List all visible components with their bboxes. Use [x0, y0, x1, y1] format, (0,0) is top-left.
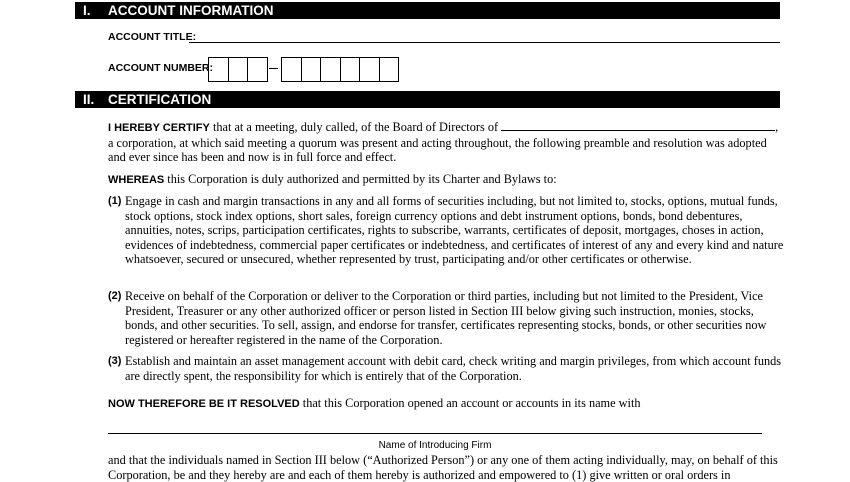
list-item	[108, 194, 784, 267]
account-number-digit-box[interactable]	[228, 57, 249, 82]
resolved-paragraph	[108, 396, 784, 412]
account-number-digit-box[interactable]	[340, 57, 361, 82]
whereas-text: this Corporation is duly authorized and permitted by its Charter and Bylaws to:	[164, 172, 557, 186]
account-number-separator	[269, 68, 278, 69]
account-number-digit-box[interactable]	[301, 57, 322, 82]
section-header-certification	[75, 91, 780, 108]
account-number-digit-box[interactable]	[247, 57, 268, 82]
board-of-directors-field[interactable]	[501, 119, 775, 131]
list-item	[108, 354, 784, 383]
list-item-text: Receive on behalf of the Corporation or deliver to the Corporation or third parties, including but not limited to the President, Vice President, Treasurer or any other authorized officer or person listed in Section III below giving such instruction, monies, stocks, bonds, and other securities. To sell, assign, and endorse for transfer, certificates representing stocks, bonds, or other securities now registered or hereafter registered in the name of the Corporation.	[125, 289, 767, 347]
account-title-field[interactable]	[189, 42, 780, 43]
account-number-digit-box[interactable]	[379, 57, 400, 82]
resolved-text: that this Corporation opened an account or accounts in its name with	[299, 396, 641, 410]
list-item-text: Engage in cash and margin transactions in any and all forms of securities including, but not limited to, stocks, options, mutual funds, stock options, stock index options, short sales, foreign currency options and debt instrument options, bonds, bond debentures, annuities, notes, scrips, participation certificates, rights to subscribe, warrants, certificates of deposit, mortgages, choses in action, evidences of indebtedness, commercial paper certificates or indebtedness, and certificates of interest of any and every kind and nature whatsoever, secured or unsecured, whether represented by trust, participating and/or other certificates or otherwise.	[125, 194, 784, 266]
whereas-lead: WHEREAS	[108, 174, 165, 186]
section-title: CERTIFICATION	[108, 92, 212, 107]
section-number: II.	[83, 92, 95, 107]
account-number-digit-box[interactable]	[359, 57, 380, 82]
certify-comma: ,	[775, 120, 779, 134]
account-number-digit-box[interactable]	[281, 57, 302, 82]
certify-text-continued: a corporation, at which said meeting a quorum was present and acting throughout, the following preamble and resolution was adopted and ever since has been and now is in full force and effect.	[108, 135, 767, 164]
certify-text: that at a meeting, duly called, of the Board of Directors of	[209, 120, 502, 134]
list-item	[108, 289, 784, 347]
introducing-firm-caption: Name of Introducing Firm	[378, 440, 492, 451]
account-number-prefix-boxes	[208, 57, 267, 81]
account-number-digit-box[interactable]	[208, 57, 229, 82]
introducing-firm-field[interactable]	[108, 433, 762, 434]
account-number-suffix-boxes	[281, 57, 398, 81]
account-number-digit-box[interactable]	[320, 57, 341, 82]
section-number: I.	[83, 3, 91, 18]
list-item-text: Establish and maintain an asset management account with debit card, check writing and margin privileges, from which account funds are directly spent, the responsibility for which is entirely that of the Corporation.	[125, 354, 782, 383]
list-item-number: (3)	[108, 355, 122, 367]
list-item-number: (2)	[108, 290, 122, 302]
closing-paragraph: and that the individuals named in Section III below (“Authorized Person”) or any one of them acting individually, may, on behalf of this Corporation, be and they hereby are and each of them hereby is authorized and empowered to (1) give written or oral orders in	[108, 453, 778, 482]
certify-paragraph	[108, 119, 784, 165]
section-title: ACCOUNT INFORMATION	[108, 3, 274, 18]
account-number-label: ACCOUNT NUMBER:	[108, 62, 213, 74]
list-item-number: (1)	[108, 195, 122, 207]
whereas-paragraph	[108, 172, 784, 188]
certify-lead: I HEREBY CERTIFY	[108, 122, 210, 134]
account-title-label: ACCOUNT TITLE:	[108, 31, 197, 43]
resolved-lead: NOW THEREFORE BE IT RESOLVED	[108, 398, 300, 410]
section-header-account-information	[75, 2, 780, 19]
